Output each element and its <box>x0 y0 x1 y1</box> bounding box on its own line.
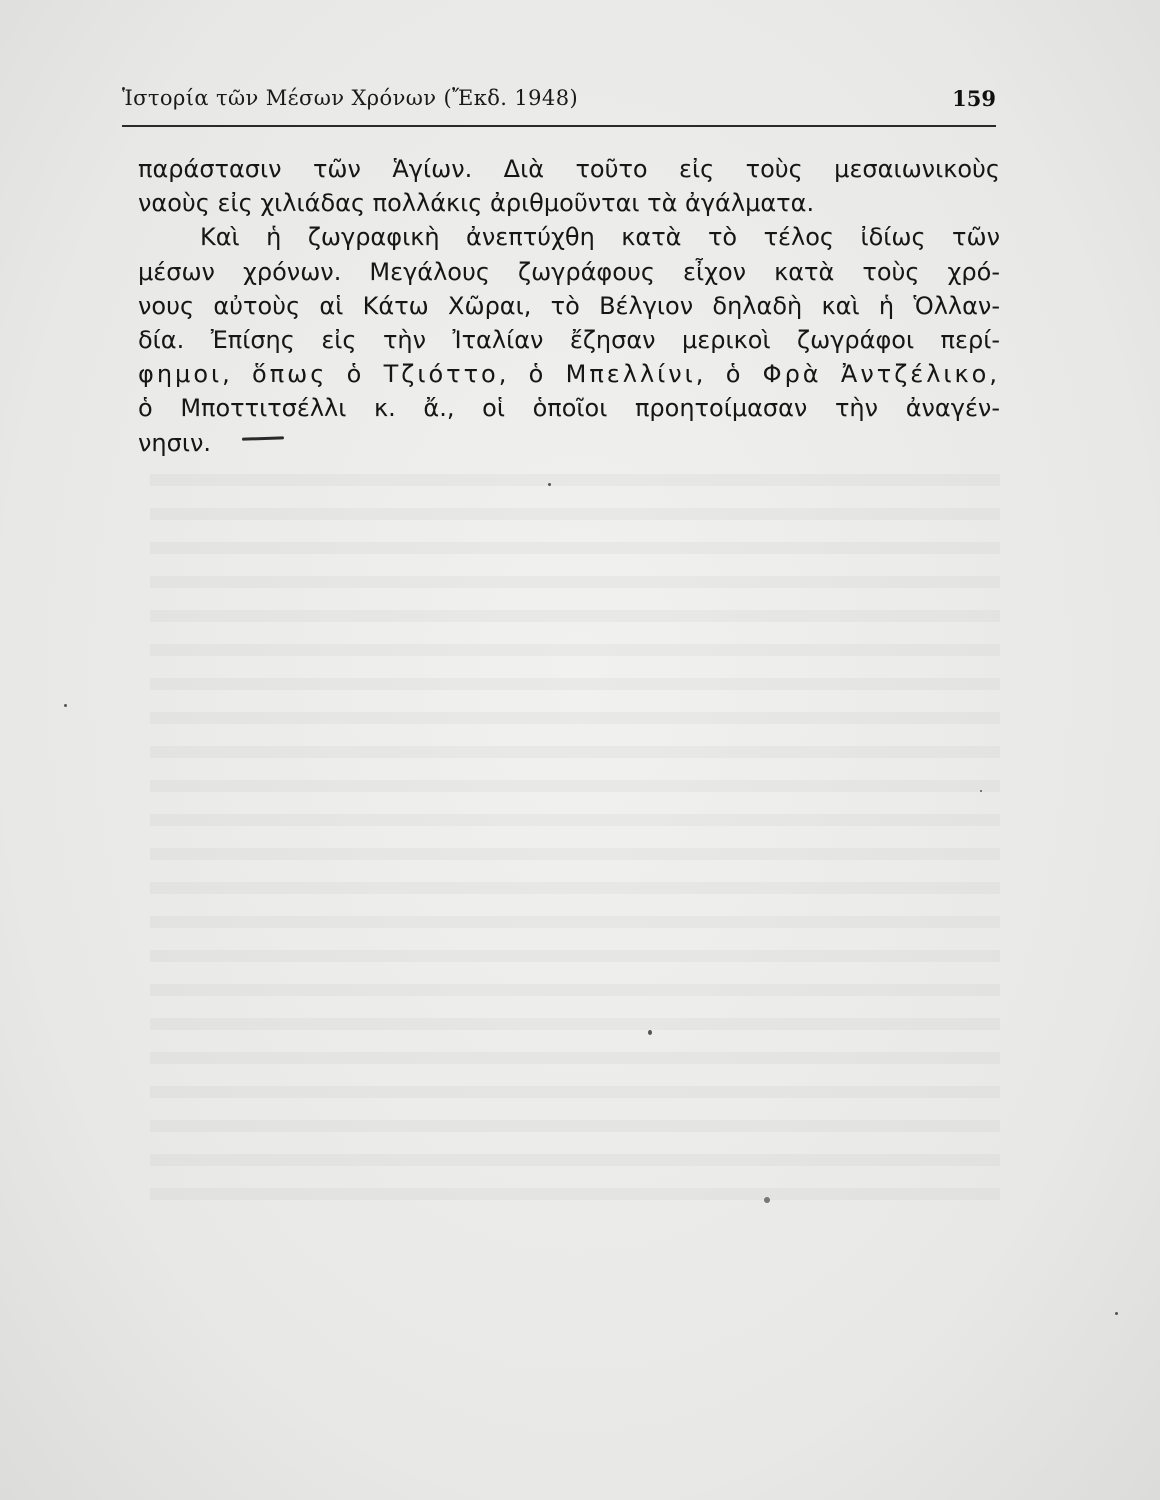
dust-speck <box>548 483 551 486</box>
header-rule <box>122 125 996 127</box>
dust-speck <box>764 1197 770 1203</box>
show-through-texture <box>150 460 1000 1220</box>
body-text <box>138 152 1000 460</box>
text-line: νησιν. <box>138 428 211 457</box>
dust-speck <box>1115 1312 1118 1315</box>
running-header <box>122 86 996 122</box>
dust-speck <box>648 1030 652 1035</box>
text-line: Καὶ ἡ ζωγραφικὴ ἀνεπτύχθη κατὰ τὸ τέλος ἰδίως τῶν <box>200 223 1000 252</box>
text-line: νους αὐτοὺς αἱ Κάτω Χῶραι, τὸ Βέλγιον δηλαδὴ καὶ ἡ Ὁλλαν- <box>138 291 1000 320</box>
dust-speck <box>980 790 982 792</box>
text-line: μέσων χρόνων. Μεγάλους ζωγράφους εἶχον κατὰ τοὺς χρό- <box>138 257 1000 286</box>
header-title: Ἱστορία τῶν Μέσων Χρόνων (Ἔκδ. 1948) <box>122 86 579 110</box>
dust-speck <box>64 704 67 707</box>
text-line: παράστασιν τῶν Ἁγίων. Διὰ τοῦτο εἰς τοὺς μεσαιωνικοὺς <box>138 155 1000 183</box>
text-line: ὁ Μποττιτσέλλι κ. ἄ., οἱ ὁποῖοι προητοίμασαν τὴν ἀναγέν- <box>138 394 1000 423</box>
text-line: φημοι, ὅπως ὁ Τζιόττο, ὁ Μπελλίνι, ὁ Φρὰ Ἀντζέλικο, <box>138 360 1000 389</box>
page-number: 159 <box>952 86 996 111</box>
text-line: δία. Ἐπίσης εἰς τὴν Ἰταλίαν ἔζησαν μερικοὶ ζωγράφοι περί- <box>138 325 1000 354</box>
text-line: ναοὺς εἰς χιλιάδας πολλάκις ἀριθμοῦνται τὰ ἀγάλματα. <box>138 189 815 218</box>
